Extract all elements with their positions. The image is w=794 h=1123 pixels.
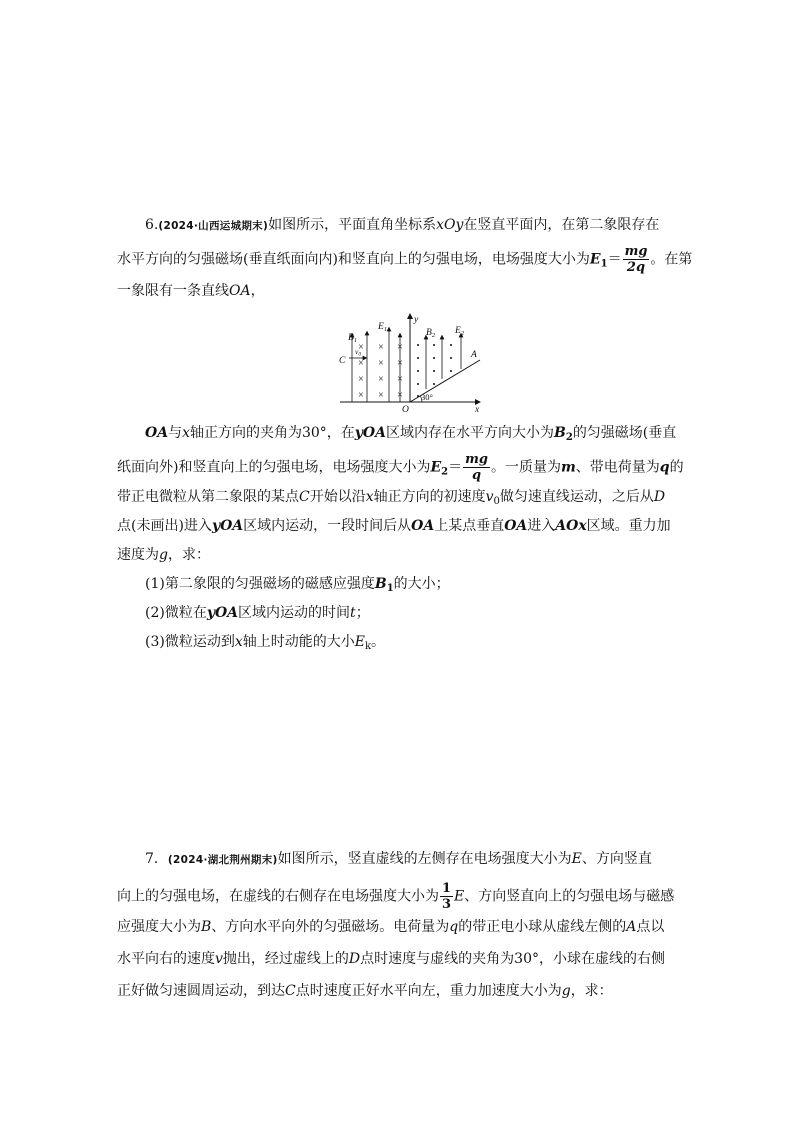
svg-text:×: ×: [358, 374, 364, 385]
q6-line-2: 水平方向的匀强磁场(垂直纸面向内)和竖直向上的匀强电场，电场强度大小为$E_1=$ $\frac{mg}{2q}$ 。在第: [117, 244, 693, 275]
q7-source: (2024·湖北荆州期末): [167, 854, 278, 866]
label-angle: 30°: [421, 392, 433, 402]
q7-line-3: 应强度大小为B、方向水平向外的匀强磁场。电荷量为q的带正电小球从虚线左侧的A点以: [117, 919, 665, 935]
label-v0: $v_0$: [355, 347, 362, 358]
q7-line-4: 水平向右的速度v抛出，经过虚线上的D点时速度与虚线的夹角为30°，小球在虚线的右侧: [117, 951, 665, 967]
q6-para2-line-2: 纸面向外)和竖直向上的匀强电场，电场强度大小为$E_2=$ $\frac{mg}{q}$ 。一质量为m、带电荷量为q的: [117, 452, 684, 483]
dot-marks: [417, 344, 452, 397]
svg-text:×: ×: [397, 342, 403, 353]
q6-number: 6.: [145, 217, 159, 233]
q7-number: 7．: [145, 851, 168, 867]
question-7: [117, 845, 677, 999]
svg-text:×: ×: [397, 374, 403, 385]
svg-text:×: ×: [378, 358, 384, 369]
q7-fraction: $\frac{1}{3}$: [442, 881, 452, 912]
q6-source: (2024·山西运城期末): [158, 220, 269, 232]
q6-subquestion-2: (2)微粒在yOA区域内运动的时间t；: [145, 605, 370, 621]
label-O: O: [402, 405, 409, 413]
question-6-body: [117, 419, 684, 652]
q6-para2-line-3: 带正电微粒从第二象限的某点C开始以沿x轴正方向的初速度$v_0$做匀速直线运动，之后从D: [117, 489, 666, 507]
label-y: y: [414, 315, 419, 325]
label-x: x: [475, 405, 480, 413]
question-6: [117, 211, 693, 299]
cross-marks: [358, 342, 403, 401]
q6-fraction-E2: $\frac{mg}{q}$: [465, 452, 488, 483]
svg-text:×: ×: [358, 358, 364, 369]
svg-text:×: ×: [397, 390, 403, 401]
q6-para2-line-1: OA与x轴正方向的夹角为30°，在yOA区域内存在水平方向大小为$B_2$的匀强磁场(垂直: [145, 425, 677, 443]
label-C: C: [339, 356, 346, 366]
svg-text:×: ×: [358, 342, 364, 353]
svg-text:×: ×: [378, 390, 384, 401]
q7-line-5: 正好做匀速圆周运动，到达C点时速度正好水平向左，重力加速度大小为g，求：: [117, 983, 613, 999]
field-diagram: [335, 313, 485, 413]
q6-para2-line-5: 速度为g，求：: [117, 547, 210, 563]
q6-subquestion-3: (3)微粒运动到x轴上时动能的大小$E_k$。: [145, 634, 386, 652]
svg-text:×: ×: [397, 358, 403, 369]
q6-line-3: 一象限有一条直线OA，: [117, 283, 265, 299]
label-B1: $B_1$: [348, 333, 358, 344]
q6-fraction-E1: $\frac{mg}{2q}$: [624, 244, 648, 275]
q7-line-1: 7．(2024·湖北荆州期末)如图所示，竖直虚线的左侧存在电场强度大小为E、方向竖直: [145, 851, 652, 867]
q6-subquestion-1: (1)第二象限的匀强磁场的磁感应强度$B_1$的大小；: [145, 576, 450, 594]
svg-text:×: ×: [378, 374, 384, 385]
svg-text:×: ×: [358, 390, 364, 401]
q7-line-2: 向上的匀强电场，在虚线的右侧存在电场强度大小为 $\frac{1}{3}$ E、方向竖直向上的匀强电场与磁感: [117, 881, 675, 912]
label-A: A: [471, 350, 477, 360]
label-B2: $B_2$: [426, 328, 436, 339]
label-E1: $E_1$: [378, 322, 388, 333]
label-E2: $E_2$: [455, 326, 465, 337]
q6-line-1: 6.(2024·山西运城期末)如图所示，平面直角坐标系xOy在竖直平面内，在第二象限存在: [145, 217, 660, 233]
svg-text:×: ×: [378, 342, 384, 353]
q6-para2-line-4: 点(未画出)进入yOA区域内运动，一段时间后从OA上某点垂直OA进入AOx区域。重力加: [117, 518, 671, 534]
